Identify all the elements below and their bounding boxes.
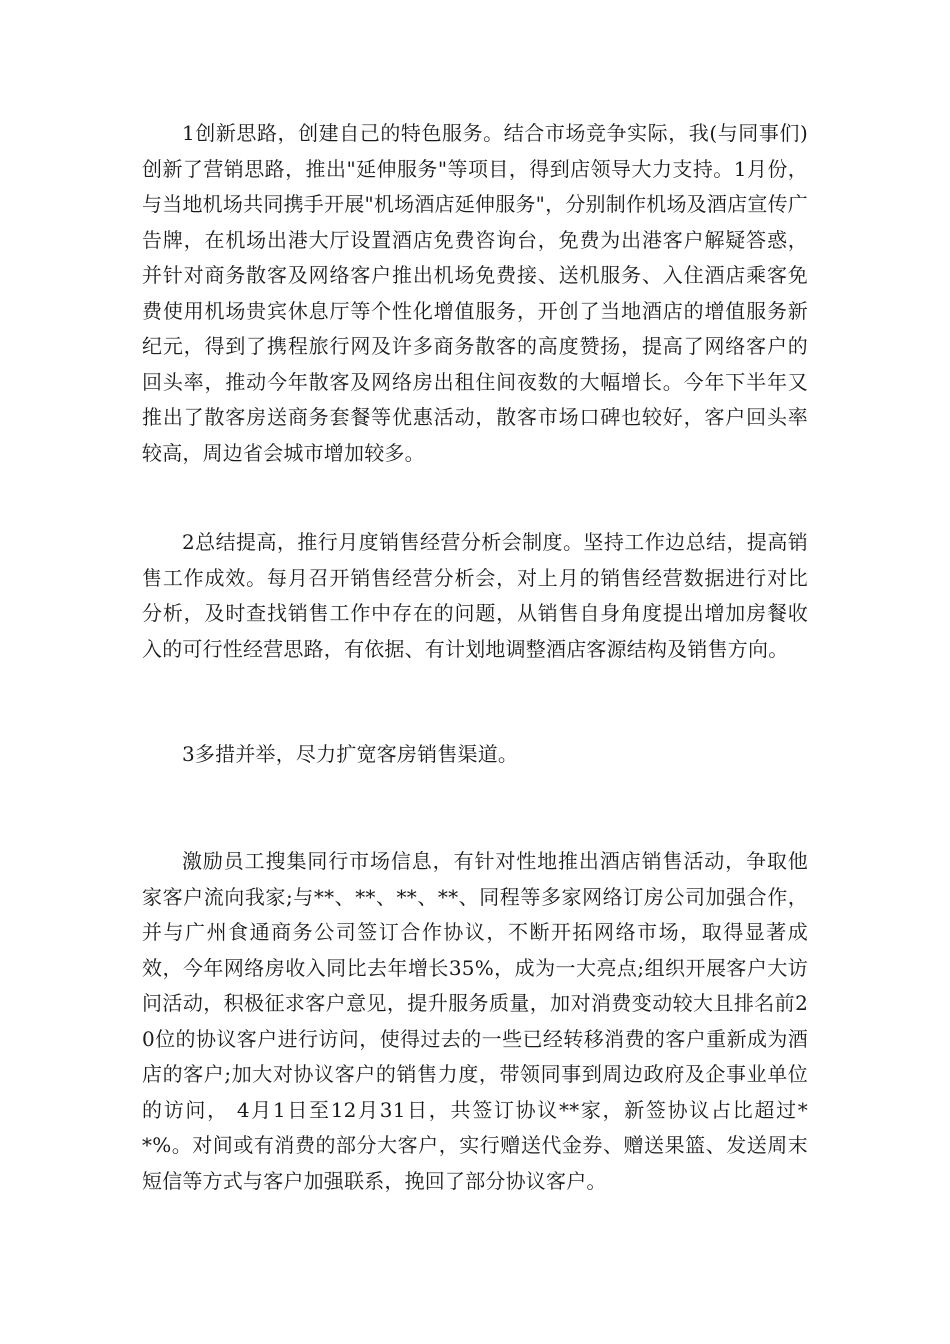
paragraph-monthly-analysis: 2总结提高，推行月度销售经营分析会制度。坚持工作边总结，提高销售工作成效。每月召开销售经营分析会，对上月的销售经营数据进行对比分析，及时查找销售工作中存在的问题，从销售自身角度提出增加房餐收入的可行性经营思路，有依据、有计划地调整酒店客源结构及销售方向。 [142, 530, 808, 661]
paragraph-staff-incentives: 激励员工搜集同行市场信息，有针对性地推出酒店销售活动，争取他家客户流向我家;与**、**、**、**、同程等多家网络订房公司加强合作，并与广州食通商务公司签订合作协议，不断开拓网络市场，取得显著成效，今年网络房收入同比去年增长35%，成为一大亮点;组织开展客户大访问活动，积极征求客户意见，提升服务质量，加对消费变动较大且排名前20位的协议客户进行访问，使得过去的一些已经转移消费的客户重新成为酒店的客户;加大对协议客户的销售力度，带领同事到周边政府及企事业单位的访问， 4月1日至12月31日，共签订协议**家，新签协议占比超过**%。对间或有消费的部分大客户，实行赠送代金券、赠送果篮、发送周末短信等方式与客户加强联系，挽回了部分协议客户。 [142, 849, 808, 1193]
paragraph-sales-channels: 3多措并举，尽力扩宽客房销售渠道。 [182, 742, 519, 766]
paragraph-innovation: 1创新思路，创建自己的特色服务。结合市场竞争实际，我(与同事们)创新了营销思路，推出"延伸服务"等项目，得到店领导大力支持。1月份，与当地机场共同携手开展"机场酒店延伸服务"，分别制作机场及酒店宣传广告牌，在机场出港大厅设置酒店免费咨询台，免费为出港客户解疑答惑，并针对商务散客及网络客户推出机场免费接、送机服务、入住酒店乘客免费使用机场贵宾休息厅等个性化增值服务，开创了当地酒店的增值服务新纪元，得到了携程旅行网及许多商务散客的高度赞扬，提高了网络客户的回头率，推动今年散客及网络房出租住间夜数的大幅增长。今年下半年又推出了散客房送商务套餐等优惠活动，散客市场口碑也较好，客户回头率较高，周边省会城市增加较多。 [142, 121, 808, 465]
